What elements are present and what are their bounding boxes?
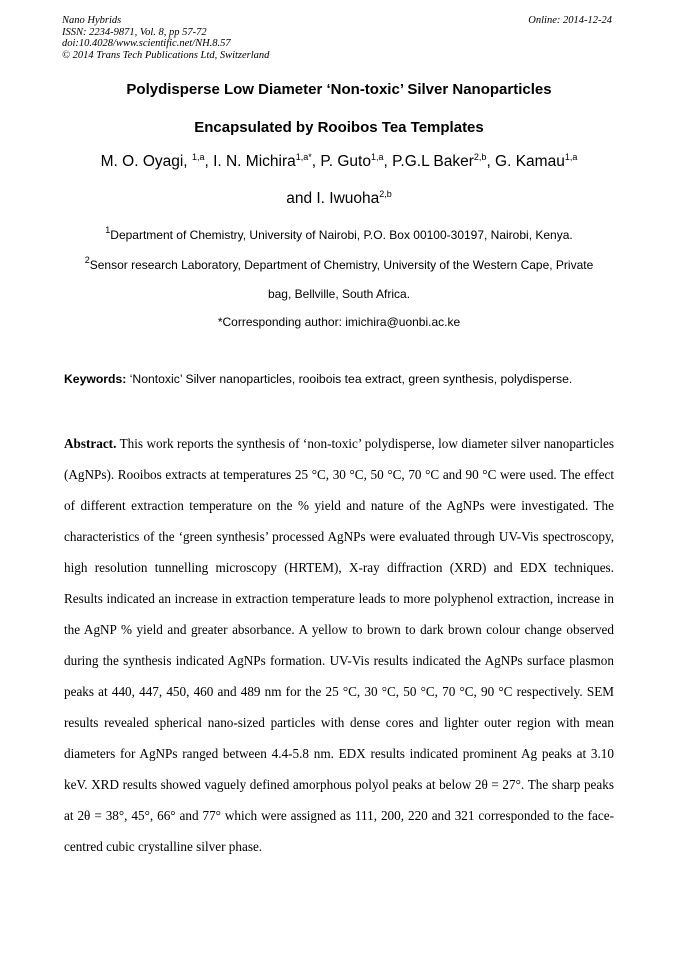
author-iwuoha: and I. Iwuoha [286,190,380,207]
author-list-line-2 [0,190,678,208]
abstract-label: Abstract. [64,436,117,451]
paper-title-line-1: Polydisperse Low Diameter ‘Non-toxic’ Silver Nanoparticles [126,81,552,98]
author-sup: 1,a [191,152,205,162]
author-sup: 1,a [564,152,578,162]
author-guto: , P. Guto [311,153,371,170]
author-sup: 2,b [473,152,487,162]
author-sup: 1,a [370,152,384,162]
author-list-line-1 [0,153,678,171]
author-sup: 1,a* [295,152,312,162]
author-baker: , P.G.L Baker [383,153,474,170]
author-michira: , I. N. Michira [204,153,296,170]
online-date: Online: 2014-12-24 [528,15,612,26]
corresponding-author: *Corresponding author: imichira@uonbi.ac.ke [217,315,461,329]
author-sup: 2,b [379,189,392,199]
affiliation-2-text: Sensor research Laboratory, Department of Chemistry, University of the Western Cape, Private [89,258,594,272]
copyright-line: © 2014 Trans Tech Publications Ltd, Switzerland [62,49,270,61]
paper-title-line-2: Encapsulated by Rooibos Tea Templates [194,119,484,136]
abstract-paragraph [64,428,614,862]
abstract-text: This work reports the synthesis of ‘non-toxic’ polydisperse, low diameter silver nanoparticles (AgNPs). Rooibos extracts at temperatures 25 °C, 30 °C, 50 °C, 70 °C and 90 °C were used. The effect of different extraction temperature on the % yield and nature of the AgNPs were investigated. The characteristics of the ‘green synthesis’ processed AgNPs were evaluated through UV-Vis spectroscopy, high resolution tunnelling microscopy (HRTEM), X-ray diffraction (XRD) and EDX techniques. Results indicated an increase in extraction temperature leads to more polyphenol extraction, increase in the AgNP % yield and greater absorbance. A yellow to brown to dark brown colour change observed during the synthesis indicated AgNPs formation. UV-Vis results indicated the AgNPs surface plasmon peaks at 440, 447, 450, 460 and 489 nm for the 25 °C, 30 °C, 50 °C, 70 °C, 90 °C respectively. SEM results revealed spherical nano-sized particles with dense cores and lighter outer region with mean diameters for AgNPs ranged between 4.4-5.8 nm. EDX results indicated prominent Ag peaks at 3.10 keV. XRD results showed vaguely defined amorphous polyol peaks at below 2θ = 27°. The sharp peaks at 2θ = 38°, 45°, 66° and 77° which were assigned as 111, 200, 220 and 321 corresponded to the face-centred cubic crystalline silver phase. [64,436,614,854]
affiliation-sup: 1 [105,225,111,235]
affiliation-1 [0,225,678,242]
journal-name: Nano Hybrids [62,15,122,26]
keywords-text: ‘Nontoxic’ Silver nanoparticles, rooibois tea extract, green synthesis, polydisperse. [126,372,573,386]
journal-header [62,15,269,61]
affiliation-2-line-2: bag, Bellville, South Africa. [267,287,411,301]
author-oyagi: M. O. Oyagi, [100,153,192,170]
affiliation-2-line-1 [0,255,678,272]
doi-line: doi:10.4028/www.scientific.net/NH.8.57 [62,38,231,49]
affiliation-sup: 2 [84,255,90,265]
keywords-line [64,372,572,386]
affiliation-1-text: Department of Chemistry, University of Nairobi, P.O. Box 00100-30197, Nairobi, Kenya. [110,228,573,242]
keywords-label: Keywords: [64,372,127,386]
author-kamau: , G. Kamau [486,153,565,170]
issn-line: ISSN: 2234-9871, Vol. 8, pp 57-72 [62,26,207,38]
